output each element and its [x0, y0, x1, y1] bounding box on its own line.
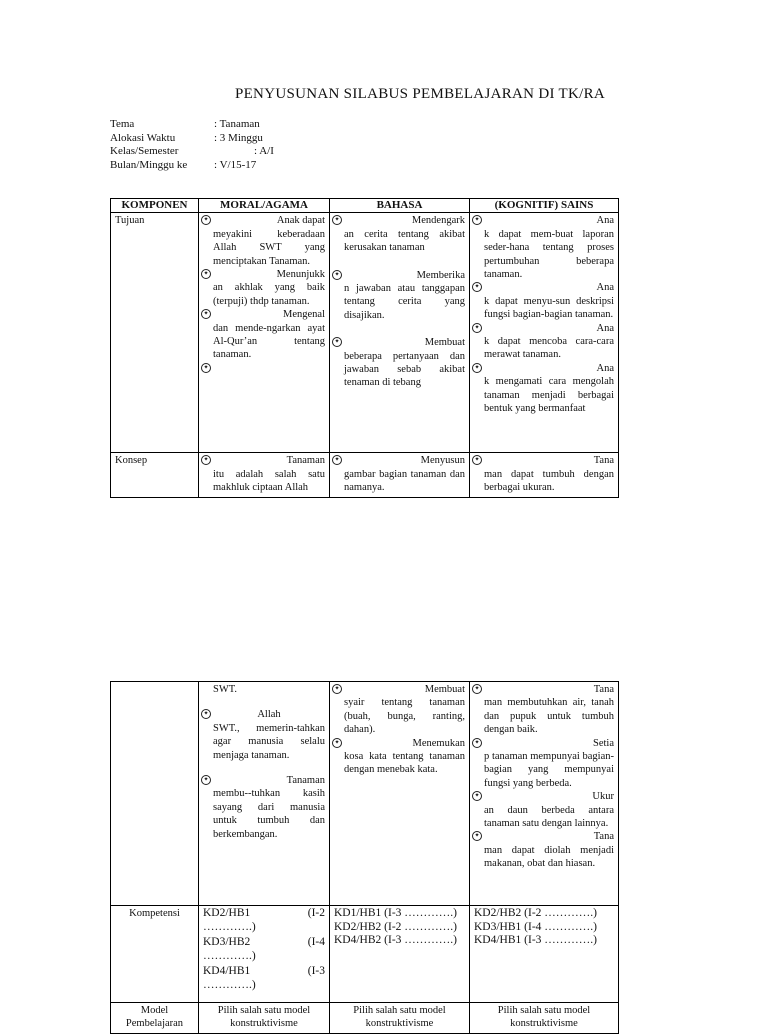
row-model [111, 1003, 619, 1034]
bullet-icon: ✦ [332, 337, 342, 347]
cell-konsep-moral: ✦ Tanaman itu adalah salah satu makhluk ciptaan Allah [199, 453, 330, 497]
row-tujuan [111, 213, 619, 453]
meta-value: : A/I [254, 145, 274, 157]
cell-tujuan-bahasa: ✦ Mendengark an cerita tentang akibat kerusakan tanaman ✦ Memberika n jawaban atau tanggapan tentang cerita yang disajikan. ✦ Membuat beberapa pertanyaan dan jawaban sebab akibat tenaman di tebang [330, 213, 470, 453]
meta-value: : 3 Minggu [214, 131, 263, 144]
label-tujuan: Tujuan [111, 213, 199, 453]
bullet-icon: ✦ [201, 455, 211, 465]
label-empty [111, 682, 199, 906]
cell-lanjutan-bahasa: ✦ Membuat syair tentang tanaman (buah, bunga, ranting, dahan). ✦ Menemukan kosa kata tentang tanaman dengan menebak kata. [330, 682, 470, 906]
cell-kompetensi-moral: KD2/HB1 (I-2 ………….) KD3/HB2 (I-4 ………….) KD4/HB1 (I-3 ………….) [199, 906, 330, 1003]
bullet-icon: ✦ [472, 831, 482, 841]
page-title: PENYUSUNAN SILABUS PEMBELAJARAN DI TK/RA [234, 86, 606, 102]
cell-konsep-bahasa: ✦ Menyusun gambar bagian tanaman dan namanya. [330, 453, 470, 497]
cell-model-moral: Pilih salah satu model konstruktivisme [199, 1003, 330, 1034]
bullet-icon: ✦ [472, 215, 482, 225]
header-komponen: KOMPONEN [111, 199, 199, 213]
cell-model-bahasa: Pilih salah satu model konstruktivisme [330, 1003, 470, 1034]
row-kompetensi [111, 906, 619, 1003]
header-moral: MORAL/AGAMA [199, 199, 330, 213]
bullet-icon: ✦ [472, 363, 482, 373]
cell-kompetensi-bahasa: KD1/HB1 (I-3 ………….) KD2/HB2 (I-2 ………….) KD4/HB2 (I-3 ………….) [330, 906, 470, 1003]
label-konsep: Konsep [111, 453, 199, 497]
cell-lanjutan-moral: SWT. ✦ Allah SWT., memerin-tahkan agar manusia selalu menjaga tanaman. ✦ Tanaman membu--tuhkan kasih sayang dari manusia untuk tumbuh dan berkembangan. [199, 682, 330, 906]
meta-label: Alokasi Waktu [110, 131, 176, 144]
bullet-icon: ✦ [472, 282, 482, 292]
label-model: Model Pembelajaran [111, 1003, 199, 1034]
cell-model-sains: Pilih salah satu model konstruktivisme [470, 1003, 619, 1034]
row-konsep-continued [111, 682, 619, 906]
header-bahasa: BAHASA [330, 199, 470, 213]
bullet-icon: ✦ [332, 455, 342, 465]
bullet-icon: ✦ [332, 738, 342, 748]
silabus-table-part1 [110, 198, 619, 498]
bullet-icon: ✦ [332, 270, 342, 280]
row-konsep [111, 453, 619, 497]
meta-value: : V/15-17 [214, 158, 257, 171]
meta-value: : Tanaman [214, 118, 260, 130]
bullet-icon: ✦ [201, 269, 211, 279]
meta-label: Tema [110, 118, 135, 130]
meta-label: Bulan/Minggu ke [110, 158, 188, 171]
header-sains: (KOGNITIF) SAINS [470, 199, 619, 213]
bullet-icon: ✦ [472, 455, 482, 465]
cell-konsep-sains: ✦ Tana man dapat tumbuh dengan berbagai ukuran. [470, 453, 619, 497]
bullet-icon: ✦ [201, 215, 211, 225]
bullet-icon: ✦ [472, 791, 482, 801]
bullet-icon: ✦ [332, 215, 342, 225]
meta-row-alokasi [110, 132, 274, 146]
bullet-icon: ✦ [201, 775, 211, 785]
bullet-icon: ✦ [201, 709, 211, 719]
silabus-table-part2 [110, 681, 619, 1034]
bullet-icon: ✦ [472, 684, 482, 694]
meta-row-bulan [110, 159, 274, 173]
bullet-icon: ✦ [201, 309, 211, 319]
meta-row-kelas [110, 145, 274, 159]
meta-label: Kelas/Semester [110, 145, 179, 157]
bullet-icon: ✦ [472, 323, 482, 333]
meta-row-tema [110, 118, 274, 132]
cell-tujuan-moral: ✦ Anak dapat meyakini keberadaan Allah SWT yang menciptakan Tanaman. ✦ Menunjukk an akhlak yang baik (terpuji) thdp tanaman. ✦ Mengenal dan mende-ngarkan ayat Al-Qur’an tentang tanaman. ✦ [199, 213, 330, 453]
cell-kompetensi-sains: KD2/HB2 (I-2 ………….) KD3/HB1 (I-4 ………….) KD4/HB1 (I-3 ………….) [470, 906, 619, 1003]
cell-lanjutan-sains: ✦ Tana man membutuhkan air, tanah dan pupuk untuk tumbuh dengan baik. ✦ Setia p tanaman mempunyai bagian-bagian yang mempunyai fungsi yang berbeda. ✦ Ukur an daun berbeda antara tanaman satu dengan lainnya. ✦ Tana man dapat diolah menjadi makanan, obat dan hiasan. [470, 682, 619, 906]
meta-block [110, 118, 274, 172]
label-kompetensi: Kompetensi [111, 906, 199, 1003]
bullet-icon: ✦ [332, 684, 342, 694]
cell-tujuan-sains: ✦ Ana k dapat mem-buat laporan seder-hana tentang proses pertumbuhan beberapa tanaman. ✦ Ana k dapat menyu-sun deskripsi fungsi bagian-bagian tanaman. ✦ Ana k dapat mencoba cara-cara merawat tanaman. ✦ Ana k mengamati cara mengolah tanaman menjadi berbagai bentuk yang bermanfaat [470, 213, 619, 453]
bullet-icon: ✦ [472, 738, 482, 748]
bullet-icon: ✦ [201, 363, 211, 373]
header-row [111, 199, 619, 213]
